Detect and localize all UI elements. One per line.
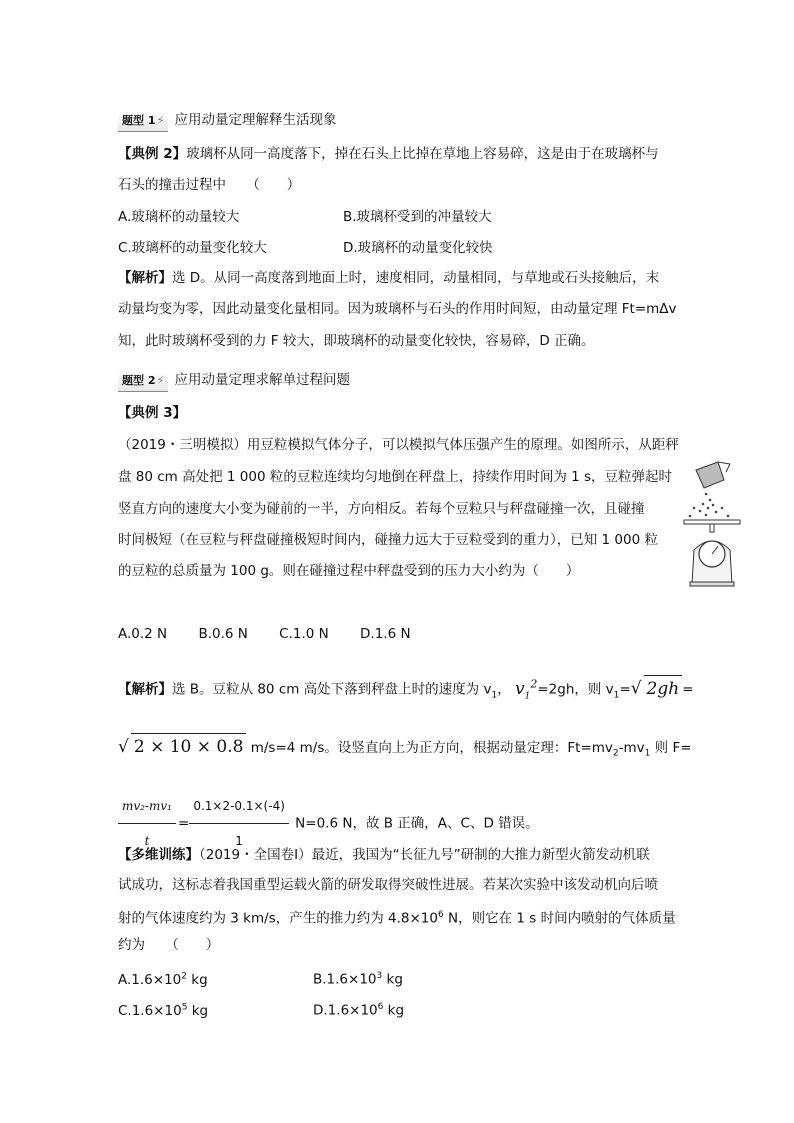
- training-line-1: 【多维训练】（2019・全国卷Ⅰ）最近，我国为“长征九号”研制的大推力新型火箭发动机联: [118, 847, 650, 863]
- option-a: A.玻璃杯的动量较大: [118, 209, 240, 225]
- example-2-answer-line-3: 知，此时玻璃杯受到的力 F 较大，即玻璃杯的动量变化较快，容易碎，D 正确。: [118, 333, 595, 349]
- training-line-4: 约为 （ ）: [118, 937, 220, 953]
- section-2-tag: 题型 2⚡: [118, 371, 168, 392]
- option-d: D.玻璃杯的动量变化较快: [343, 240, 493, 256]
- example-3-answer-line-1: 【解析】选 B。豆粒从 80 cm 高处下落到秤盘上时的速度为 $v_1$， $v_1^2=2gh$，则 $v_1=√$ 2gh =: [118, 671, 694, 709]
- example-3-line-2: 盘 80 cm 高处把 1 000 粒的豆粒连续均匀地倒在秤盘上，持续作用时间为 1 s，豆粒弹起时: [118, 469, 673, 485]
- training-options-row-1: [118, 966, 403, 990]
- answer-label: 【解析】: [118, 681, 172, 698]
- answer-label: 【解析】: [118, 270, 172, 286]
- section-2-header: [118, 370, 350, 392]
- pouring-cup-icon: [696, 462, 730, 488]
- option-b: B.玻璃杯受到的冲量较大: [343, 209, 492, 225]
- fraction-symbolic: $\frac{\text{mv₂-mv₁}}{t}$: [118, 789, 176, 858]
- section-1-title: 应用动量定理解释生活现象: [174, 112, 337, 128]
- train-option-c: $C.1.6\times 10^5$ kg: [118, 1002, 209, 1019]
- example-2-line-2: 石头的撞击过程中 （ ）: [118, 177, 301, 193]
- example-3-line-1: （2019・三明模拟）用豆粒模拟气体分子，可以模拟气体压强产生的原理。如图所示，从距秤: [118, 437, 679, 453]
- train-option-b: $B.1.6\times 10^3$ kg: [313, 971, 403, 988]
- training-options-row-2: [118, 997, 405, 1021]
- lightning-icon: ⚡: [156, 114, 165, 127]
- example-3-line-3: 竖直方向的速度大小变为碰前的一半，方向相反。若每个豆粒只与秤盘碰撞一次，且碰撞: [118, 501, 645, 517]
- example-2-options-row-1: [118, 207, 492, 227]
- example-3-line-5: 的豆粒的总质量为 100 g。则在碰撞过程中秤盘受到的压力大小约为（ ）: [118, 563, 580, 579]
- example-2-answer-line-2: 动量均变为零，因此动量变化量相同。因为玻璃杯与石头的作用时间短，由动量定理 Ft=mΔv: [118, 301, 677, 317]
- example-3-options: A.0.2 N B.0.6 N C.1.0 N D.1.6 N: [118, 626, 411, 642]
- example-2-options-row-2: [118, 238, 493, 258]
- scale-icon: [684, 520, 740, 586]
- section-2-title: 应用动量定理求解单过程问题: [174, 372, 351, 388]
- sqrt-2gh: 2gh: [644, 675, 683, 702]
- training-label: 【多维训练】: [118, 847, 199, 863]
- lightning-icon: ⚡: [156, 374, 165, 387]
- example-3-answer-line-2: √ 2 × 10 × 0.8 m/s=4 m/s。设竖直向上为正方向，根据动量定理：$Ft=mv_2-mv_1$ 则 F=: [118, 733, 692, 767]
- option-c: C.玻璃杯的动量变化较大: [118, 240, 267, 256]
- sqrt-expression: 2 × 10 × 0.8: [131, 733, 247, 760]
- train-option-a: $A.1.6\times 10^2$ kg: [118, 971, 208, 988]
- bean-scale-illustration: [678, 458, 750, 588]
- example-3-label: 【典例 3】: [118, 405, 187, 421]
- train-option-d: $D.1.6\times 10^6$ kg: [313, 1002, 405, 1019]
- falling-beans: [689, 493, 730, 518]
- fraction-numeric: $\frac{0.1\times 2-0.1\times(-4)}{1}$: [189, 789, 289, 858]
- example-3-line-4: 时间极短（在豆粒与秤盘碰撞极短时间内，碰撞力远大于豆粒受到的重力），已知 1 000 粒: [118, 532, 658, 548]
- training-line-3: 射的气体速度约为 3 km/s，产生的推力约为 $4.8\times 10^6$ N，则它在 1 s 时间内喷射的气体质量: [118, 910, 676, 927]
- example-2-answer-line-1: 【解析】选 D。从同一高度落到地面上时，速度相同，动量相同，与草地或石头接触后，末: [118, 270, 660, 286]
- section-1-header: [118, 110, 337, 132]
- example-2-label: 【典例 2】: [118, 146, 187, 162]
- training-line-2: 试成功，这标志着我国重型运载火箭的研发取得突破性进展。若某次实验中该发动机向后喷: [118, 877, 658, 893]
- example-2-line-1: 【典例 2】玻璃杯从同一高度落下，掉在石头上比掉在草地上容易碎，这是由于在玻璃杯与: [118, 146, 659, 162]
- example-3-answer-line-3: $\frac{\text{mv₂-mv₁}}{t}$ = $\frac{0.1\times 2-0.1\times(-4)}{1}$ N=0.6 N，故 B 正确，A、C、D 错误。: [118, 789, 539, 858]
- section-1-tag: 题型 1⚡: [118, 111, 168, 132]
